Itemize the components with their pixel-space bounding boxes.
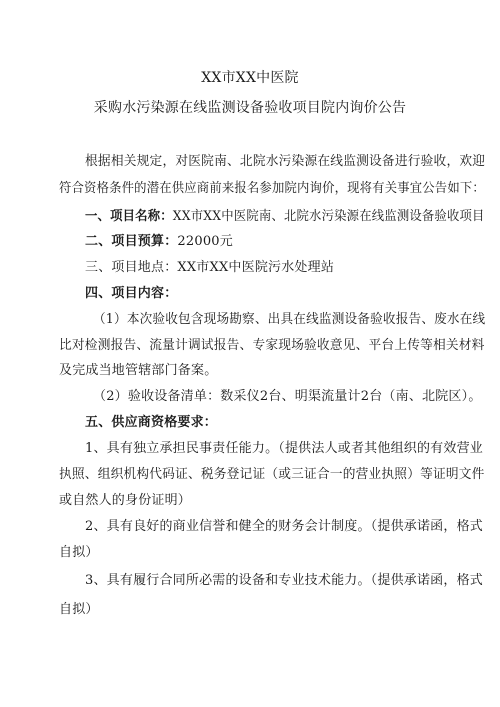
- document-title-line1: [0, 70, 500, 87]
- qualification-3-line1: 3、具有履行合同所必需的设备和专业技术能力。（提供承诺函，格式: [85, 573, 483, 588]
- budget-label: 二、项目预算：: [85, 234, 178, 249]
- qualification-label: 五、供应商资格要求：: [85, 415, 218, 430]
- title-hospital-name: XX市XX中医院: [201, 70, 299, 86]
- project-name-row: [85, 208, 485, 225]
- intro-line1: 根据相关规定，对医院南、北院水污染源在线监测设备进行验收，欢迎: [85, 154, 486, 169]
- document-title-line2: 采购水污染源在线监测设备验收项目院内询价公告: [93, 100, 407, 116]
- qualification-1-line3: 或自然人的身份证明）: [59, 493, 192, 508]
- budget-row: [85, 233, 449, 250]
- qualification-1-line2: 执照、组织机构代码证、税务登记证（或三证合一的营业执照）等证明文件: [59, 467, 485, 482]
- budget-value: 22000元: [177, 234, 233, 249]
- intro-line2: 符合资格条件的潜在供应商前来报名参加院内询价，现将有关事宜公告如下：: [59, 181, 485, 196]
- qualification-1-line1: 1、具有独立承担民事责任能力。（提供法人或者其他组织的有效营业: [85, 441, 483, 456]
- qualification-2-line1: 2、具有良好的商业信誉和健全的财务会计制度。（提供承诺函，格式: [85, 519, 483, 534]
- location-row: 三、项目地点：XX市XX中医院污水处理站: [85, 260, 335, 275]
- qualification-2-line2: 自拟）: [59, 545, 99, 560]
- qualification-3-line2: 自拟）: [59, 602, 99, 617]
- project-name-label: 一、项目名称：: [85, 209, 173, 224]
- project-name-value: XX市XX中医院南、北院水污染源在线监测设备验收项目: [172, 209, 485, 224]
- content-label: 四、项目内容：: [85, 286, 178, 301]
- content-p2: （2）验收设备清单：数采仪2台、明渠流量计2台（南、北院区）。: [93, 389, 482, 404]
- content-p1-line1: （1）本次验收包含现场勘察、出具在线监测设备验收报告、废水在线: [93, 312, 486, 327]
- content-p1-line3: 及完成当地管辖部门备案。: [59, 363, 218, 378]
- content-p1-line2: 比对检测报告、流量计调试报告、专家现场验收意见、平台上传等相关材料: [59, 338, 485, 353]
